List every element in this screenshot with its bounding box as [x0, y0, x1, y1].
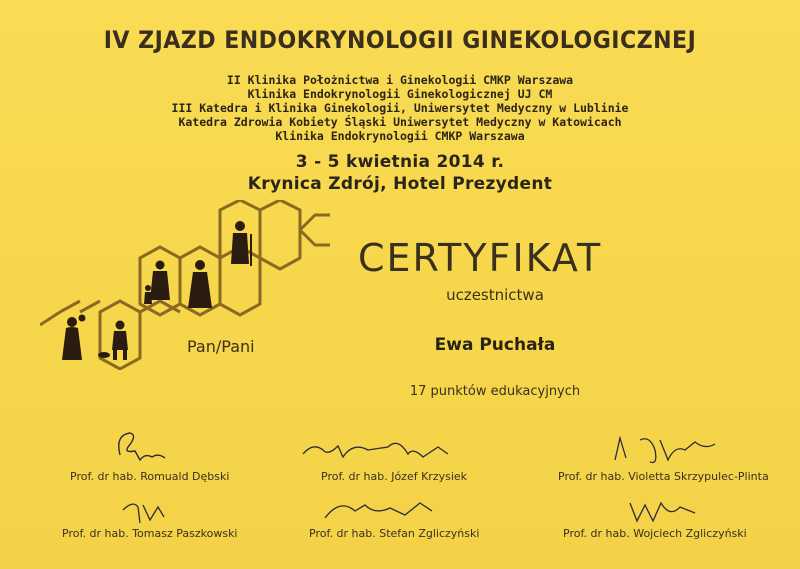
organizer-line: II Klinika Położnictwa i Ginekologii CMKP Warszawa	[226, 73, 574, 87]
salutation: Pan/Pani	[187, 337, 255, 356]
signatory-name: Prof. dr hab. Romuald Dębski	[70, 470, 230, 483]
education-points: 17 punktów edukacyjnych	[409, 384, 581, 399]
organizers-list	[0, 73, 800, 143]
signatory-name: Prof. dr hab. Józef Krzysiek	[321, 470, 468, 483]
signature-mark-icon	[610, 430, 720, 470]
organizer-line: III Katedra i Klinika Ginekologii, Uniwersytet Medyczny w Lublinie	[171, 101, 629, 115]
event-venue: Krynica Zdrój, Hotel Prezydent	[247, 174, 553, 194]
organizer-line: Katedra Zdrowia Kobiety Śląski Uniwersytet Medyczny w Katowicach	[178, 115, 622, 129]
signatory-name: Prof. dr hab. Wojciech Zgliczyński	[563, 527, 747, 540]
participant-name: Ewa Puchała	[434, 335, 556, 355]
organizer-line: Klinika Endokrynologii Ginekologicznej UJ CM	[247, 87, 553, 101]
signatory-name: Prof. dr hab. Tomasz Paszkowski	[62, 527, 238, 540]
signatory-name: Prof. dr hab. Violetta Skrzypulec-Plinta	[558, 470, 769, 483]
event-dates: 3 - 5 kwietnia 2014 r.	[295, 152, 505, 172]
signature-mark-icon	[320, 493, 440, 528]
certificate-heading: CERTYFIKAT	[358, 236, 603, 280]
signature-mark-icon	[110, 425, 170, 470]
signature-mark-icon	[625, 493, 705, 528]
signature-mark-icon	[298, 432, 458, 472]
organizer-line: Klinika Endokrynologii CMKP Warszawa	[275, 129, 525, 143]
signature-mark-icon	[118, 495, 178, 530]
signatory-name: Prof. dr hab. Stefan Zgliczyński	[309, 527, 480, 540]
certificate-subheading: uczestnictwa	[446, 286, 544, 304]
event-title: IV ZJAZD ENDOKRYNOLOGII GINEKOLOGICZNEJ	[103, 26, 697, 54]
